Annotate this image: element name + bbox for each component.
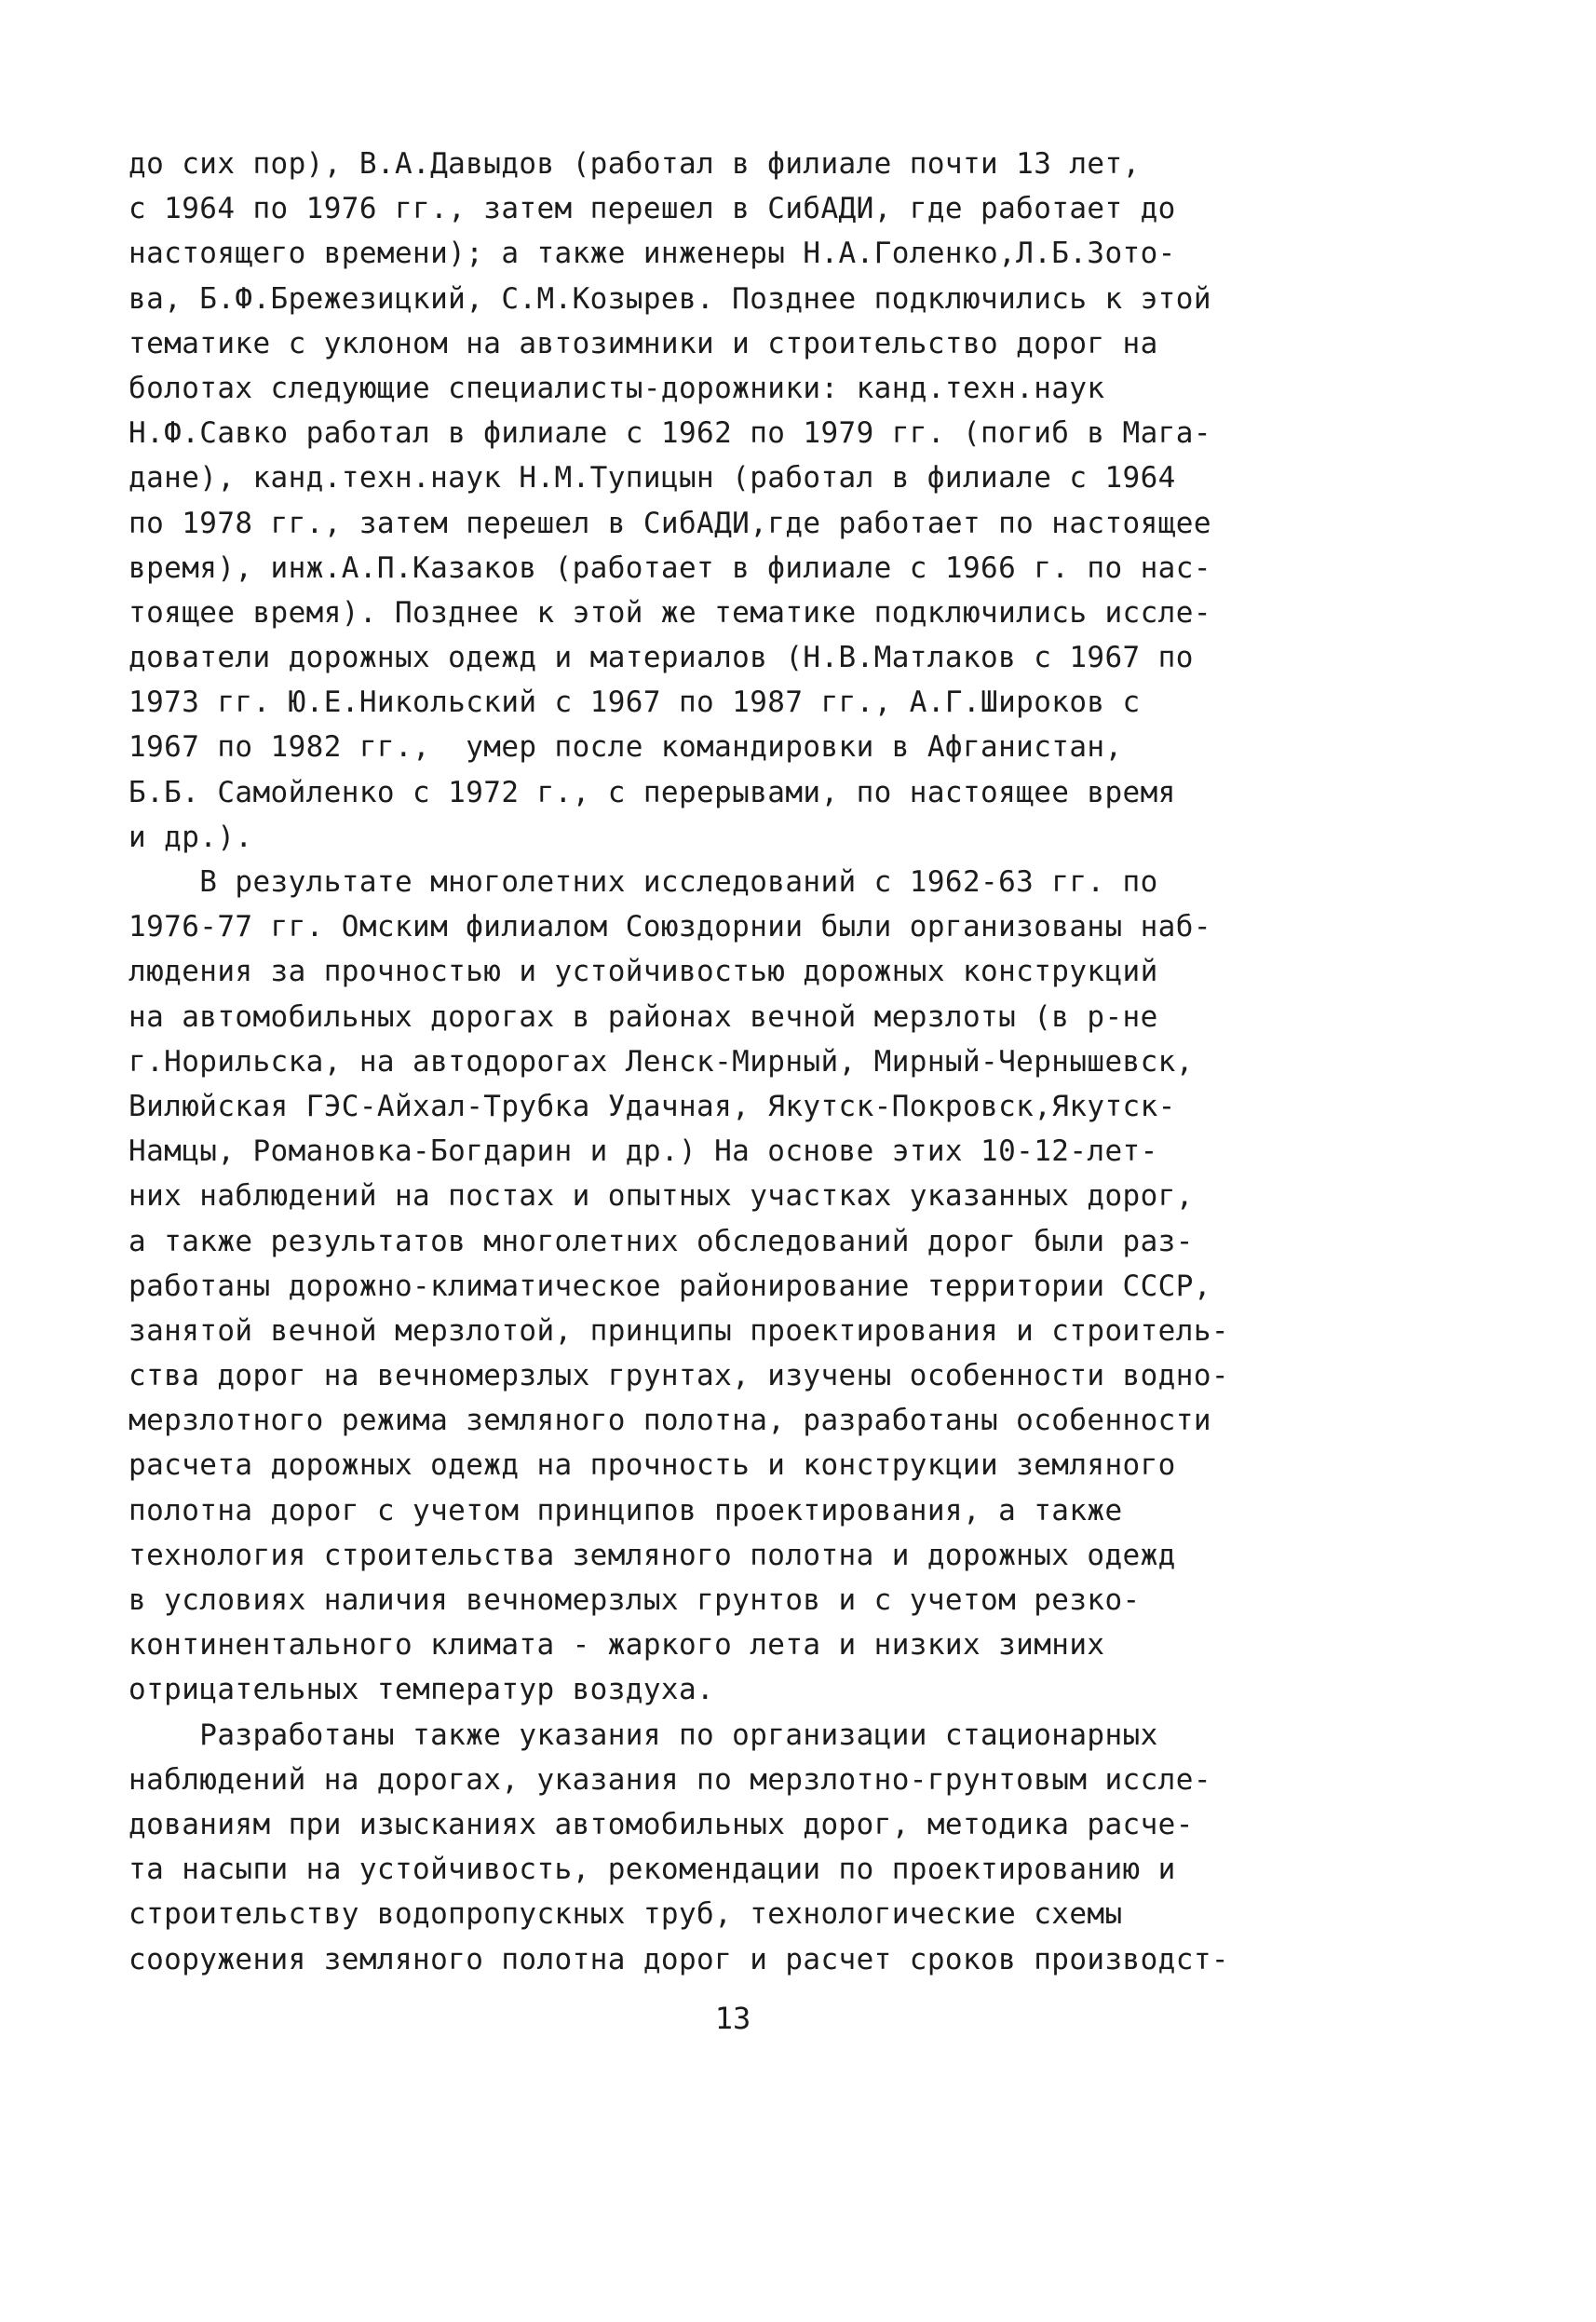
- text-line: них наблюдений на постах и опытных участках указанных дорог,: [128, 1179, 1194, 1214]
- text-line: а также результатов многолетних обследований дорог были раз-: [128, 1224, 1194, 1258]
- text-line: до сих пор), В.А.Давыдов (работал в филиале почти 13 лет,: [128, 147, 1141, 181]
- text-line: тематике с уклоном на автозимники и строительство дорог на: [128, 326, 1158, 360]
- text-line: людения за прочностью и устойчивостью дорожных конструкций: [128, 955, 1158, 989]
- text-line: та насыпи на устойчивость, рекомендации по проектированию и: [128, 1853, 1176, 1887]
- text-line: Вилюйская ГЭС-Айхал-Трубка Удачная, Якутск-Покровск,Якутск-: [128, 1089, 1176, 1123]
- text-line: континентального климата - жаркого лета и низких зимних: [128, 1628, 1105, 1663]
- text-line: отрицательных температур воздуха.: [128, 1673, 715, 1707]
- text-line: г.Норильска, на автодорогах Ленск-Мирный, Мирный-Чернышевск,: [128, 1044, 1194, 1079]
- text-line: Н.Ф.Савко работал в филиале с 1962 по 1979 гг. (погиб в Мага-: [128, 416, 1211, 451]
- text-line: Намцы, Романовка-Богдарин и др.) На основе этих 10-12-лет-: [128, 1134, 1158, 1169]
- text-line: мерзлотного режима земляного полотна, разработаны особенности: [128, 1404, 1211, 1438]
- text-line: В результате многолетних исследований с 1962-63 гг. по: [128, 865, 1158, 899]
- text-line: Б.Б. Самойленко с 1972 г., с перерывами, по настоящее время: [128, 775, 1176, 809]
- text-line: ства дорог на вечномерзлых грунтах, изучены особенности водно-: [128, 1359, 1229, 1393]
- text-line: строительству водопропускных труб, технологические схемы: [128, 1897, 1123, 1932]
- text-line: болотах следующие специалисты-дорожники: канд.техн.наук: [128, 371, 1105, 405]
- text-line: работаны дорожно-климатическое районирование территории СССР,: [128, 1269, 1211, 1303]
- text-line: в условиях наличия вечномерзлых грунтов и с учетом резко-: [128, 1583, 1141, 1617]
- text-line: ва, Б.Ф.Брежезицкий, С.М.Козырев. Позднее подключились к этой: [128, 281, 1211, 316]
- text-line: 1973 гг. Ю.Е.Никольский с 1967 по 1987 гг., А.Г.Широков с: [128, 686, 1141, 720]
- text-line: дователи дорожных одежд и материалов (Н.В.Матлаков с 1967 по: [128, 641, 1194, 675]
- text-line: время), инж.А.П.Казаков (работает в филиале с 1966 г. по нас-: [128, 550, 1211, 585]
- text-line: по 1978 гг., затем перешел в СибАДИ,где работает по настоящее: [128, 506, 1211, 540]
- text-line: дованиям при изысканиях автомобильных дорог, методика расче-: [128, 1807, 1194, 1841]
- text-line: с 1964 по 1976 гг., затем перешел в СибАДИ, где работает до: [128, 192, 1176, 226]
- text-line: на автомобильных дорогах в районах вечной мерзлоты (в р-не: [128, 999, 1158, 1034]
- text-line: тоящее время). Позднее к этой же тематике подключились иссле-: [128, 595, 1211, 630]
- text-line: и др.).: [128, 820, 253, 854]
- text-line: технология строительства земляного полотна и дорожных одежд: [128, 1538, 1176, 1572]
- text-line: дане), канд.техн.наук Н.М.Тупицын (работал в филиале с 1964: [128, 461, 1176, 496]
- text-line: занятой вечной мерзлотой, принципы проектирования и строитель-: [128, 1313, 1229, 1348]
- text-line: 1967 по 1982 гг., умер после командировки в Афганистан,: [128, 730, 1123, 765]
- text-line: 1976-77 гг. Омским филиалом Союздорнии были организованы наб-: [128, 910, 1211, 944]
- text-line: полотна дорог с учетом принципов проектирования, а также: [128, 1493, 1123, 1528]
- body-text: [128, 142, 1302, 1982]
- text-line: Разработаны также указания по организации стационарных: [128, 1718, 1158, 1752]
- text-line: расчета дорожных одежд на прочность и конструкции земляного: [128, 1448, 1176, 1483]
- text-line: сооружения земляного полотна дорог и расчет сроков производст-: [128, 1942, 1229, 1976]
- page-number: 13: [714, 2001, 751, 2036]
- text-line: настоящего времени); а также инженеры Н.А.Голенко,Л.Б.Зото-: [128, 237, 1176, 271]
- text-line: наблюдений на дорогах, указания по мерзлотно-грунтовым иссле-: [128, 1762, 1211, 1797]
